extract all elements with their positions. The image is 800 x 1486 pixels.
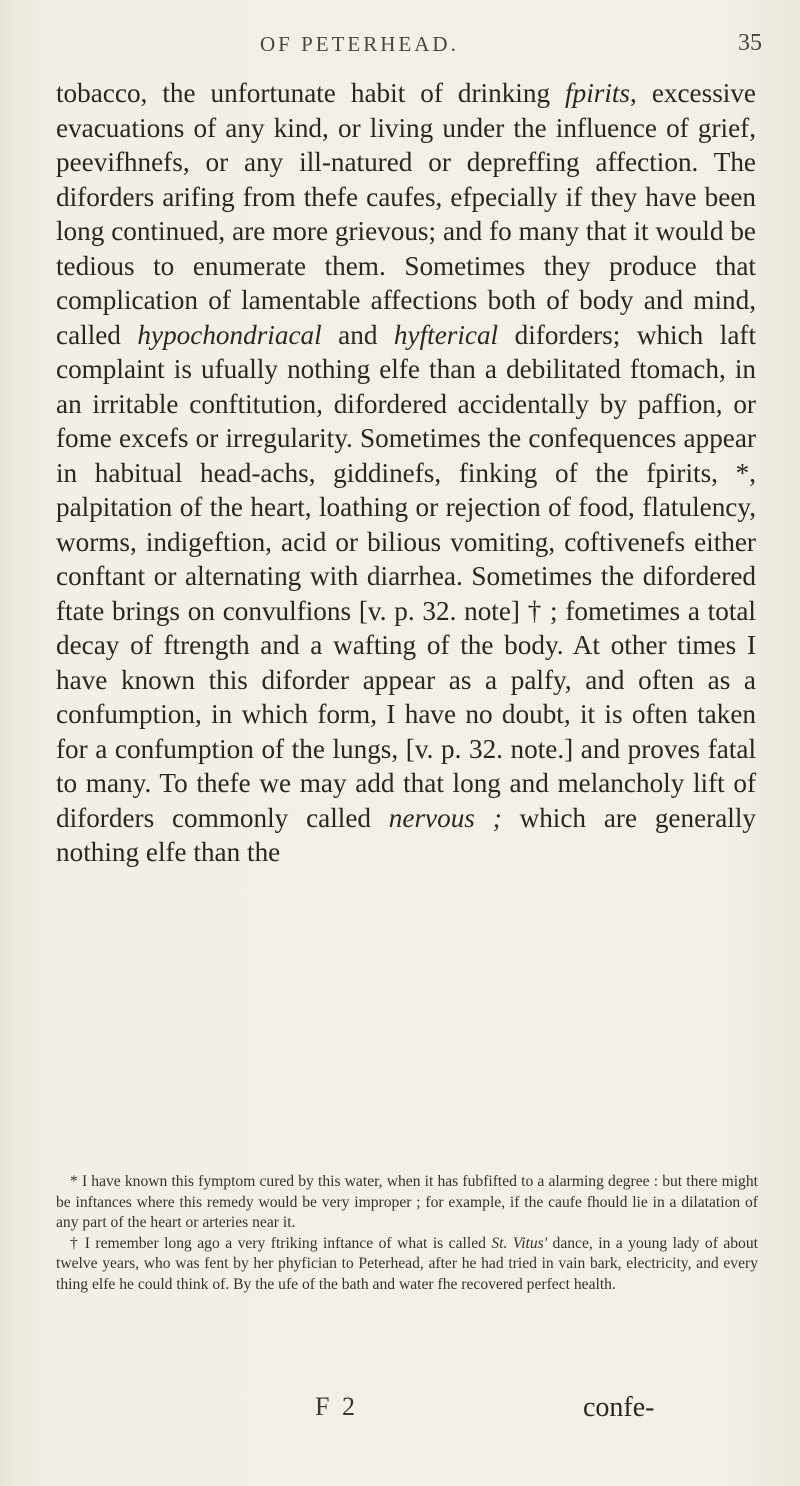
footnote-dagger-text-2: dance, in a young lady of about twelve years, who was fent by her phyfician to Peterhead, after he had tried in vain bark, electricity, and every thing elfe he could think of. By the ufe of the bath and water fhe recovered perfect health. (56, 1234, 758, 1293)
body-segment-5: which are generally nothing elfe than the (56, 802, 756, 867)
page-footer (0, 1392, 800, 1432)
footnote-dagger-emphasis: St. Vitus' (491, 1234, 548, 1252)
page-header (0, 30, 800, 70)
footnote-asterisk: * I have known this fymptom cured by this water, when it has fubfifted to a alarming degree : but there might be inftances where this remedy would be very improper ; for example, if the caufe fhould lie in a dilatation of any part of the heart or arteries near it. (56, 1173, 758, 1231)
main-paragraph (56, 76, 756, 870)
body-segment-1: tobacco, the unfortunate habit of drinking (56, 78, 566, 108)
body-emphasis-hysterical: hyfterical (393, 319, 499, 350)
footnote-dagger-text-1: † I remember long ago a very ftriking inftance of what is called (70, 1234, 492, 1252)
footnotes (56, 1172, 758, 1295)
running-head: OF PETERHEAD. (260, 32, 459, 56)
signature-mark: F 2 (315, 1392, 358, 1421)
page-number: 35 (738, 30, 762, 56)
body-segment-4: diforders; which laft complaint is ufually nothing elfe than a debilitated ftomach, in an irritable conftitution, difordered accidentally by paffion, or fome excefs or irregularity. Sometimes the confequences appear in habitual head-achs, giddinefs, finking of the fpirits, *, palpitation of the heart, loathing or rejection of food, flatulency, worms, indigeftion, acid or bilious vomiting, coftivenefs either conftant or alternating with diarrhea. Sometimes the difordered ftate brings on convulfions [v. p. 32. note] † ; fometimes a total decay of ftrength and a wafting of the body. At other times I have known this diforder appear as a palfy, and often as a confumption, in which form, I have no doubt, it is often taken for a confumption of the lungs, [v. p. 32. note.] and proves fatal to many. To thefe we may add that long and melancholy lift of diforders commonly called (56, 319, 756, 833)
footnote-dagger (56, 1234, 758, 1296)
body-segment-3: and (321, 319, 394, 350)
catchword: confe- (583, 1392, 655, 1423)
body-emphasis-nervous: nervous ; (388, 802, 502, 833)
body-emphasis-spirits: fpirits (565, 78, 631, 108)
body-segment-2: , excessive evacuations of any kind, or living under the influence of grief, peevifhnefs, or any ill-natured or depreffing affection. The diforders arifing from thefe caufes, efpecially if they have been long continued, are more grievous; and fo many that it would be tedious to enumerate them. Sometimes they produce that complication of lamentable affections both of body and mind, called (56, 78, 756, 350)
body-emphasis-hypochondriacal: hypochondriacal (137, 319, 322, 350)
